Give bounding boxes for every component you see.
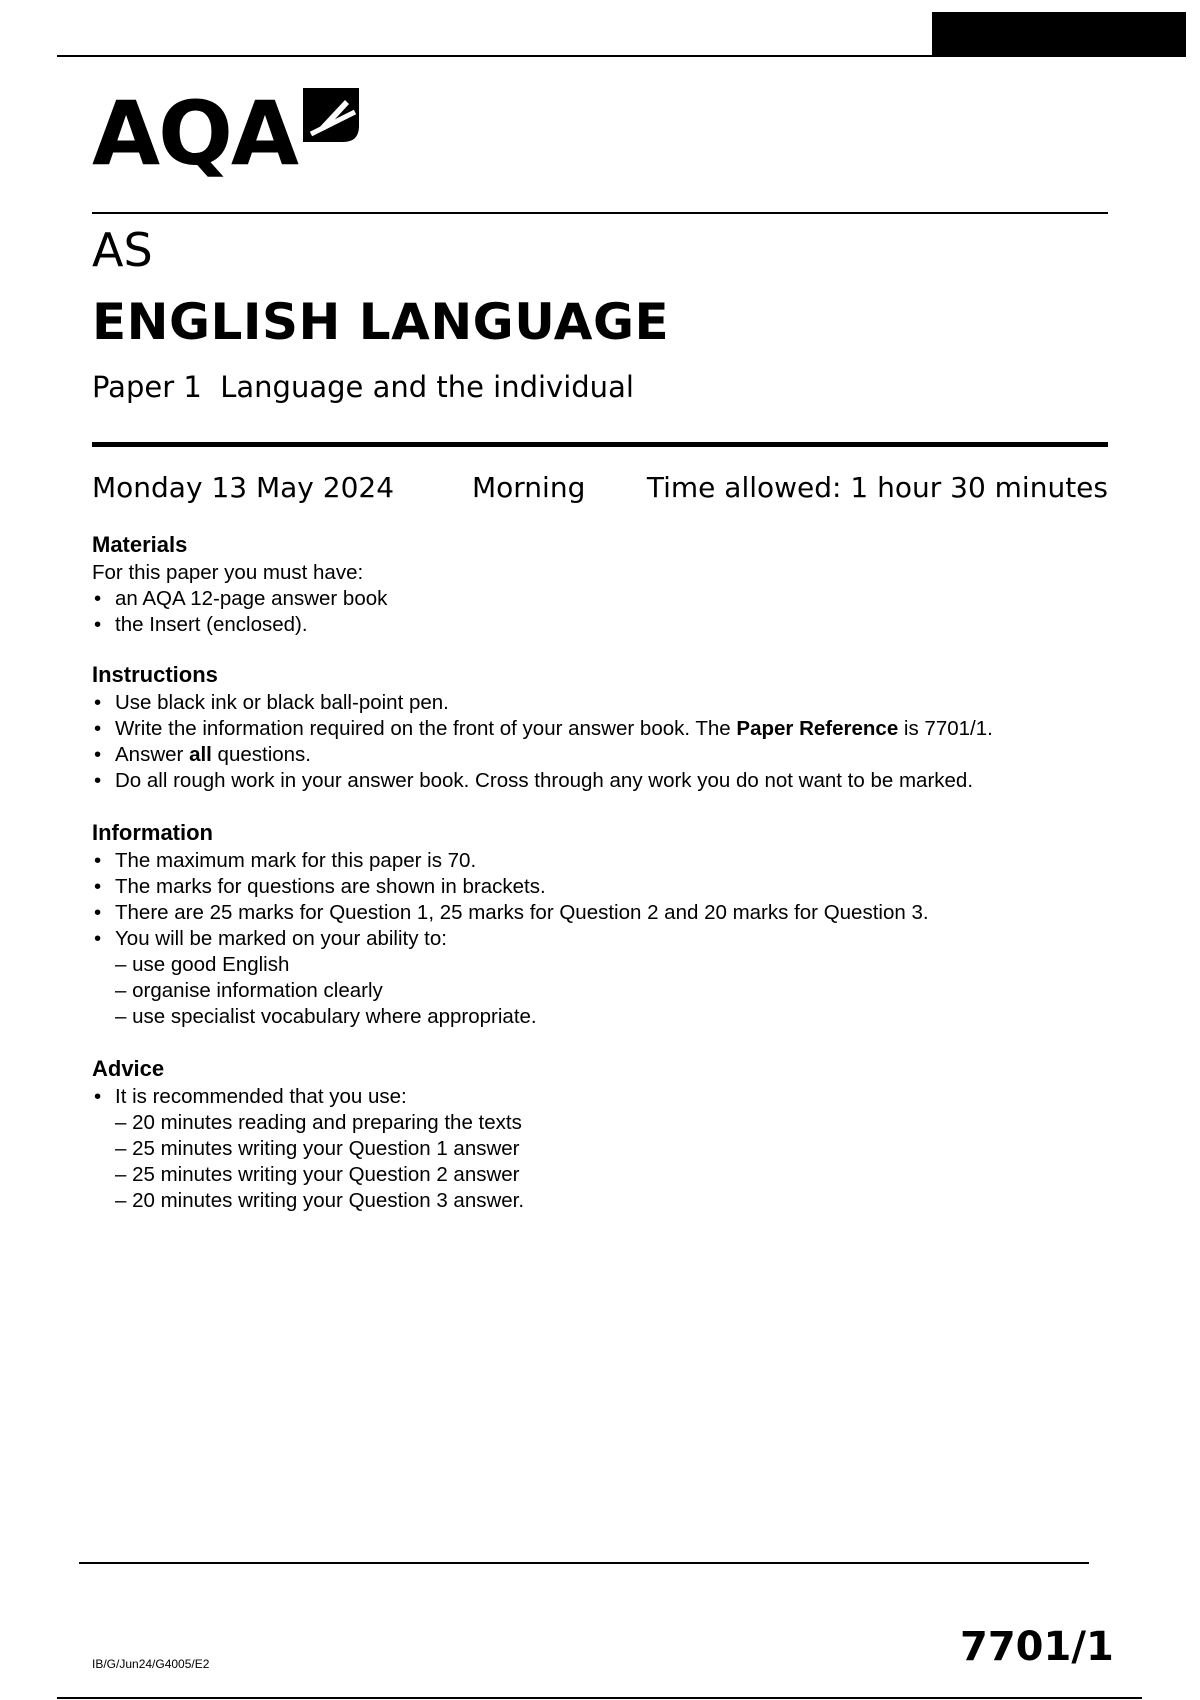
sub-list-item: – 25 minutes writing your Question 2 answer [115, 1163, 520, 1186]
exam-dateline [92, 468, 1108, 508]
list-item [92, 716, 1092, 742]
materials-intro: For this paper you must have: [92, 561, 364, 584]
document-code: IB/G/Jun24/G4005/E2 [92, 1657, 210, 1671]
information-section [92, 818, 1092, 1030]
list-item: • The marks for questions are shown in brackets. [92, 874, 1092, 900]
aqa-leaf-logo-icon [297, 86, 361, 150]
materials-heading: Materials [92, 532, 188, 557]
instructions-list [92, 690, 1092, 794]
paper-reference: 7701/1 [960, 1624, 1114, 1670]
sub-list-item: – use good English [115, 953, 290, 976]
list-item: • Do all rough work in your answer book. Cross through any work you do not want to be marked. [92, 768, 1092, 794]
list-item: • There are 25 marks for Question 1, 25 marks for Question 2 and 20 marks for Question 3. [92, 900, 1092, 926]
sub-list-item: – 25 minutes writing your Question 1 answer [115, 1137, 520, 1160]
list-item: • The maximum mark for this paper is 70. [92, 848, 1092, 874]
sub-list-item: – 20 minutes writing your Question 3 answer. [115, 1189, 525, 1212]
advice-list [92, 1084, 1092, 1214]
text-span: is 7701/1. [898, 717, 993, 740]
sub-list-item: – organise information clearly [115, 979, 383, 1002]
sub-list-item: – use specialist vocabulary where appropriate. [115, 1005, 537, 1028]
logo-text: AQA [92, 82, 298, 185]
list-item: • Use black ink or black ball-point pen. [92, 690, 1092, 716]
text-span: questions. [211, 743, 312, 766]
header-rule [92, 212, 1108, 214]
list-item: • an AQA 12-page answer book [92, 586, 1092, 612]
list-item: • It is recommended that you use: [92, 1084, 1092, 1110]
top-black-tab [932, 12, 1186, 57]
materials-section [92, 530, 1092, 638]
aqa-logo [92, 82, 362, 185]
paper-title: Paper 1 Language and the individual [92, 370, 634, 404]
qualification-level: AS [92, 223, 153, 277]
advice-section [92, 1054, 1092, 1214]
list-item: • the Insert (enclosed). [92, 612, 1092, 638]
footer-rule [79, 1562, 1089, 1564]
materials-list [92, 586, 1092, 638]
information-heading: Information [92, 820, 213, 845]
text-span: Answer [115, 743, 190, 766]
information-list [92, 848, 1092, 1030]
exam-date: Monday 13 May 2024 [92, 471, 395, 504]
sub-list-item: – 20 minutes reading and preparing the texts [115, 1111, 522, 1134]
top-rule [57, 55, 1142, 57]
list-item [92, 742, 1092, 768]
thick-divider [92, 442, 1108, 447]
text-span: Write the information required on the front of your answer book. The [115, 717, 737, 740]
exam-session: Morning [472, 471, 586, 504]
emphasis-all: all [189, 743, 212, 766]
list-item: • You will be marked on your ability to: [92, 926, 1092, 952]
bottom-rule [57, 1697, 1142, 1699]
instructions-heading: Instructions [92, 662, 218, 687]
time-allowed: Time allowed: 1 hour 30 minutes [646, 471, 1108, 504]
subject-title: ENGLISH LANGUAGE [92, 293, 670, 351]
paper-reference-label: Paper Reference [736, 717, 899, 740]
advice-heading: Advice [92, 1056, 165, 1081]
instructions-section [92, 660, 1092, 794]
